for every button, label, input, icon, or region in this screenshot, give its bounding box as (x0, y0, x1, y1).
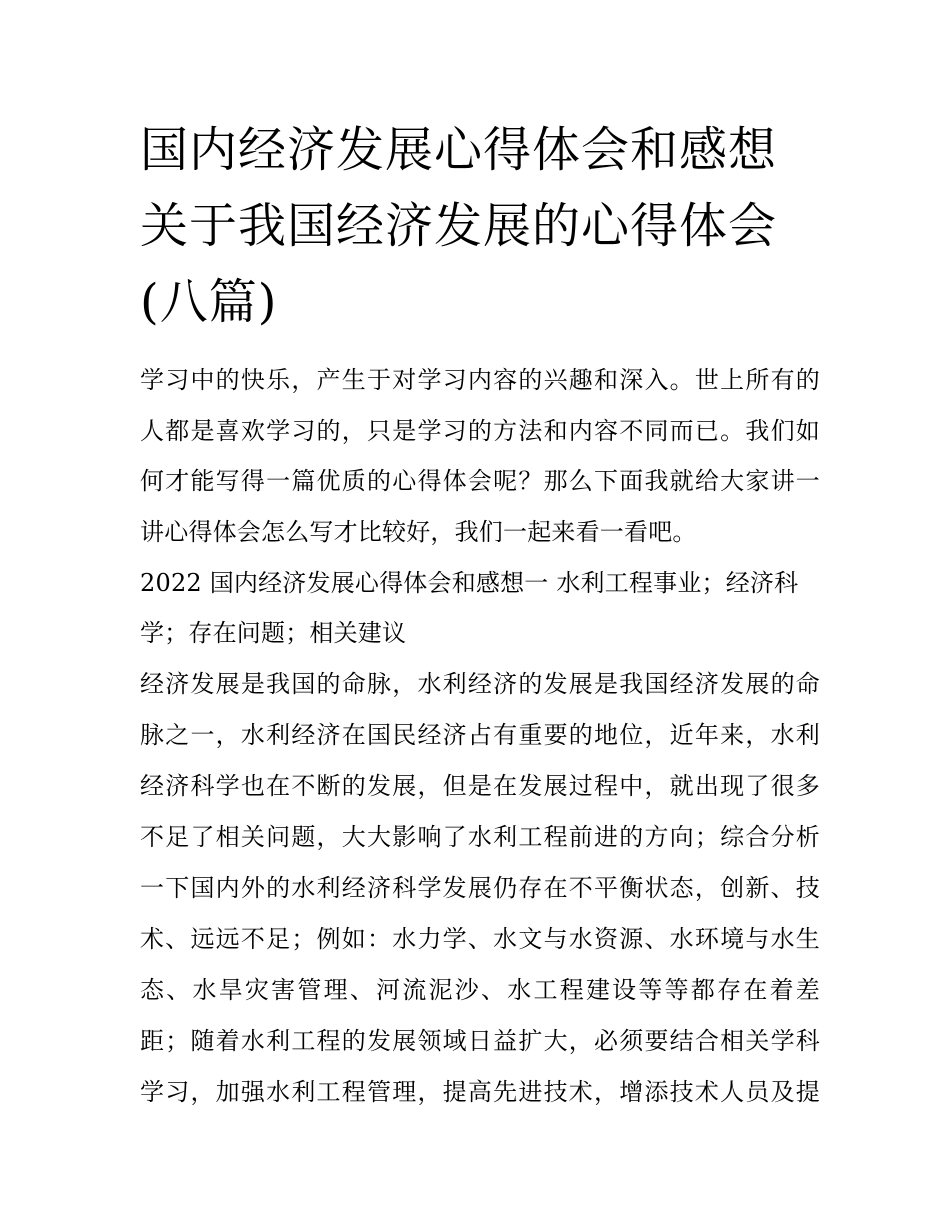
body-line-1: 经济发展是我国的命脉，水利经济的发展是我国经济发展的命 (140, 670, 820, 698)
body-line-5: 一下国内外的水利经济科学发展仍存在不平衡状态，创新、技 (140, 874, 820, 902)
intro-line-3: 何才能写得一篇优质的心得体会呢？那么下面我就给大家讲一 (140, 467, 820, 495)
title-line-3: (八篇) (140, 274, 278, 330)
body-line-7: 态、水旱灾害管理、河流泥沙、水工程建设等等都存在着差 (140, 976, 820, 1004)
title-line-1: 国内经济发展心得体会和感想 (140, 122, 778, 178)
intro-line-1: 学习中的快乐，产生于对学习内容的兴趣和深入。世上所有的 (140, 366, 820, 394)
body-line-6: 术、远远不足；例如：水力学、水文与水资源、水环境与水生 (140, 925, 820, 953)
section-heading-line-1: 2022 国内经济发展心得体会和感想一 水利工程事业；经济科 (140, 569, 799, 597)
intro-line-2: 人都是喜欢学习的，只是学习的方法和内容不同而已。我们如 (140, 417, 820, 445)
document-title (140, 112, 820, 340)
intro-line-4: 讲心得体会怎么写才比较好，我们一起来看一看吧。 (140, 518, 697, 546)
body-line-2: 脉之一，水利经济在国民经济占有重要的地位，近年来，水利 (140, 721, 820, 749)
body-line-9: 学习，加强水利工程管理，提高先进技术，增添技术人员及提 (140, 1078, 820, 1106)
section-heading-line-2: 学；存在问题；相关建议 (140, 619, 407, 647)
body-line-8: 距；随着水利工程的发展领域日益扩大，必须要结合相关学科 (140, 1027, 820, 1055)
body-line-4: 不足了相关问题，大大影响了水利工程前进的方向；综合分析 (140, 823, 820, 851)
title-line-2: 关于我国经济发展的心得体会 (140, 198, 778, 254)
body-line-3: 经济科学也在不断的发展，但是在发展过程中，就出现了很多 (140, 772, 820, 800)
